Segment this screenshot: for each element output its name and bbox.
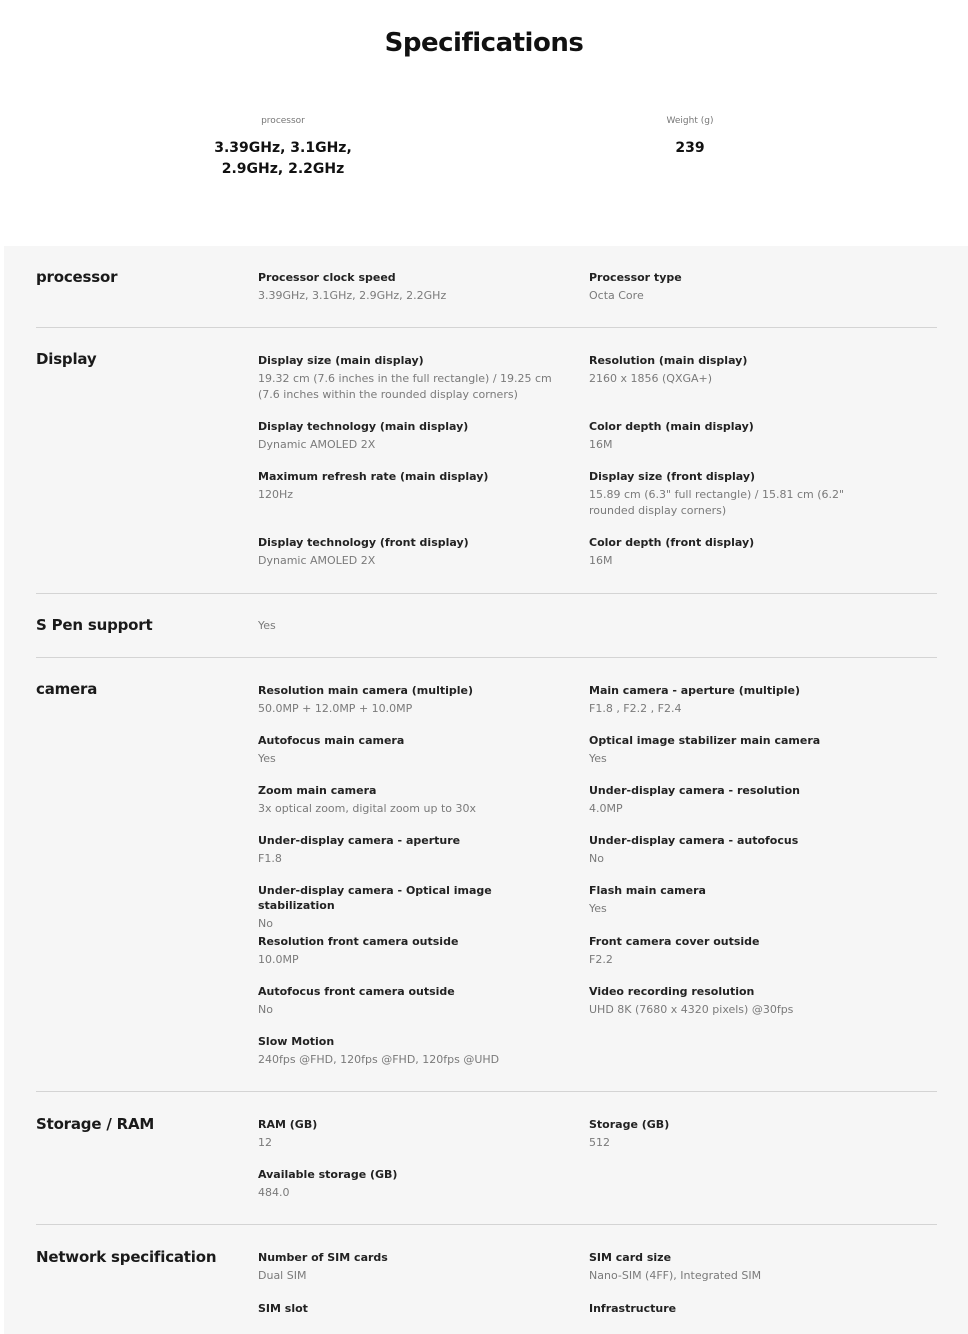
spec-value: Yes: [258, 752, 276, 765]
spec-value: 512: [589, 1136, 610, 1149]
spec-item: [589, 733, 889, 767]
spec-label: Display technology (front display): [258, 536, 469, 549]
spec-value: Dynamic AMOLED 2X: [258, 438, 376, 451]
spec-value: 484.0: [258, 1186, 290, 1199]
spec-label: Maximum refresh rate (main display): [258, 470, 489, 483]
spec-value: 15.89 cm (6.3" full rectangle) / 15.81 cm (6.2" rounded display corners): [589, 488, 845, 517]
spec-label: Resolution front camera outside: [258, 935, 459, 948]
spec-value: Octa Core: [589, 289, 644, 302]
spec-label: Autofocus main camera: [258, 734, 405, 747]
spec-item: [258, 833, 558, 867]
spec-label: Front camera cover outside: [589, 935, 760, 948]
spec-label: Display size (main display): [258, 354, 424, 367]
page-title: Specifications: [384, 28, 584, 58]
highlight-processor-label: processor: [261, 116, 305, 126]
spec-item: [258, 883, 558, 932]
spec-item: [258, 270, 558, 304]
spec-value: 3.39GHz, 3.1GHz, 2.9GHz, 2.2GHz: [258, 289, 447, 302]
highlight-weight-label: Weight (g): [666, 116, 714, 126]
spec-value: Yes: [589, 902, 607, 915]
spec-value: 12: [258, 1136, 272, 1149]
spec-label: SIM slot: [258, 1302, 308, 1315]
spec-value: 50.0MP + 12.0MP + 10.0MP: [258, 702, 413, 715]
spec-label: Under-display camera - aperture: [258, 834, 461, 847]
spec-label: Autofocus front camera outside: [258, 985, 455, 998]
section-title-storage: Storage / RAM: [36, 1115, 155, 1133]
spec-label: Resolution (main display): [589, 354, 748, 367]
spec-value: 4.0MP: [589, 802, 623, 815]
spec-label: Resolution main camera (multiple): [258, 684, 473, 697]
spec-value: Nano-SIM (4FF), Integrated SIM: [589, 1269, 762, 1282]
spec-label: Slow Motion: [258, 1035, 335, 1048]
spec-label: RAM (GB): [258, 1118, 318, 1131]
spec-item: [589, 270, 889, 304]
spec-value: F1.8: [258, 852, 282, 865]
spec-item: [258, 1117, 558, 1151]
spec-label: Video recording resolution: [589, 985, 755, 998]
spec-item: [589, 1250, 889, 1284]
highlight-weight: [640, 116, 740, 159]
spec-item: [589, 683, 889, 717]
spec-value: No: [258, 917, 273, 930]
spec-value: 10.0MP: [258, 953, 299, 966]
spec-item: [258, 1250, 558, 1284]
spec-value: 3x optical zoom, digital zoom up to 30x: [258, 802, 476, 815]
spec-item: [258, 934, 558, 968]
highlight-processor-value: 3.39GHz, 3.1GHz, 2.9GHz, 2.2GHz: [214, 140, 352, 177]
spec-label: Under-display camera - resolution: [589, 784, 800, 797]
spec-label: Number of SIM cards: [258, 1251, 388, 1264]
spec-item: [258, 1301, 558, 1316]
spec-label: Processor clock speed: [258, 271, 396, 284]
section-title-processor: processor: [36, 268, 118, 286]
spec-value: 19.32 cm (7.6 inches in the full rectangle) / 19.25 cm (7.6 inches within the rounded display corners): [258, 372, 552, 401]
spec-label: Available storage (GB): [258, 1168, 398, 1181]
spec-value: No: [589, 852, 604, 865]
spec-value: 16M: [589, 554, 613, 567]
spec-item: [258, 353, 558, 403]
spec-item: [589, 783, 889, 817]
spec-label: Storage (GB): [589, 1118, 670, 1131]
spec-value: Yes: [589, 752, 607, 765]
spec-item: [258, 1034, 558, 1068]
spec-item: [258, 783, 558, 817]
spec-label: Display technology (main display): [258, 420, 469, 433]
section-divider: [36, 1091, 937, 1092]
section-divider: [36, 327, 937, 328]
spec-item: [258, 616, 558, 634]
spec-value: 2160 x 1856 (QXGA+): [589, 372, 713, 385]
section-divider: [36, 1224, 937, 1225]
spec-item: [258, 1167, 558, 1201]
spec-label: Zoom main camera: [258, 784, 377, 797]
spec-value: UHD 8K (7680 x 4320 pixels) @30fps: [589, 1003, 794, 1016]
spec-value: Yes: [258, 619, 276, 632]
spec-item: [258, 984, 558, 1018]
spec-item: [258, 683, 558, 717]
section-title-network: Network specification: [36, 1248, 217, 1266]
spec-item: [589, 469, 889, 519]
spec-item: [589, 883, 889, 917]
spec-value: F2.2: [589, 953, 613, 966]
highlight-weight-value: 239: [675, 140, 705, 156]
spec-label: Display size (front display): [589, 470, 756, 483]
spec-label: Infrastructure: [589, 1302, 677, 1315]
spec-item: [589, 535, 889, 569]
spec-label: SIM card size: [589, 1251, 672, 1264]
spec-item: [258, 469, 558, 503]
spec-item: [258, 535, 558, 569]
spec-item: [589, 353, 889, 387]
section-title-display: Display: [36, 350, 97, 368]
spec-item: [258, 419, 558, 453]
spec-value: F1.8 , F2.2 , F2.4: [589, 702, 682, 715]
spec-item: [258, 733, 558, 767]
spec-value: Dynamic AMOLED 2X: [258, 554, 376, 567]
spec-panel: [4, 246, 968, 1334]
spec-value: No: [258, 1003, 273, 1016]
section-divider: [36, 657, 937, 658]
spec-label: Processor type: [589, 271, 682, 284]
spec-label: Under-display camera - autofocus: [589, 834, 799, 847]
spec-item: [589, 1301, 889, 1316]
spec-label: Optical image stabilizer main camera: [589, 734, 821, 747]
section-title-camera: camera: [36, 680, 98, 698]
spec-label: Color depth (front display): [589, 536, 755, 549]
spec-item: [589, 934, 889, 968]
spec-label: Color depth (main display): [589, 420, 754, 433]
spec-value: Dual SIM: [258, 1269, 307, 1282]
spec-item: [589, 833, 889, 867]
spec-item: [589, 419, 889, 453]
spec-value: 120Hz: [258, 488, 294, 501]
highlight-processor: [183, 116, 383, 180]
spec-value: 240fps @FHD, 120fps @FHD, 120fps @UHD: [258, 1053, 500, 1066]
section-divider: [36, 593, 937, 594]
spec-label: Flash main camera: [589, 884, 706, 897]
section-title-spen: S Pen support: [36, 616, 153, 634]
spec-item: [589, 984, 889, 1018]
spec-value: 16M: [589, 438, 613, 451]
spec-label: Under-display camera - Optical image stabilization: [258, 884, 492, 912]
spec-label: Main camera - aperture (multiple): [589, 684, 800, 697]
spec-item: [589, 1117, 889, 1151]
